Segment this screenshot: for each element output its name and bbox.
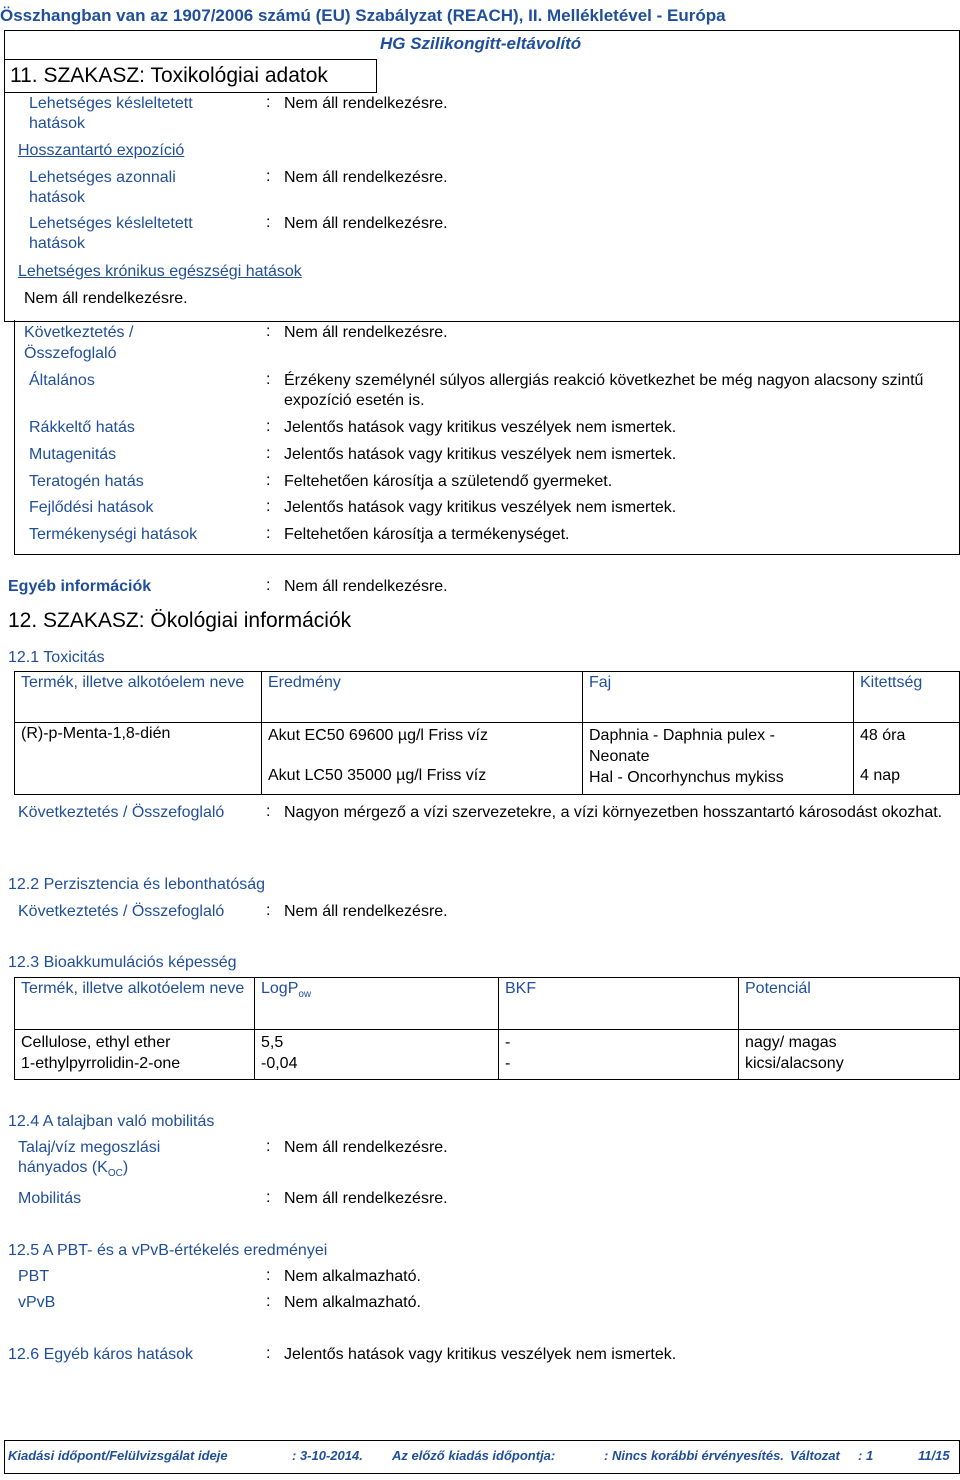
- tox-header-name: Termék, illetve alkotóelem neve: [15, 672, 262, 723]
- pbt-value: Nem alkalmazható.: [284, 1268, 421, 1285]
- bioacc-header-bcf: BKF: [499, 978, 739, 1030]
- tox-exposure-1: 48 óra: [860, 727, 906, 744]
- colon: :: [266, 445, 271, 462]
- conclusion-label-2: Összefoglaló: [24, 345, 117, 362]
- colon: :: [266, 577, 271, 594]
- vpvb-value: Nem alkalmazható.: [284, 1294, 421, 1311]
- carcino-value: Jelentős hatások vagy kritikus veszélyek nem ismertek.: [284, 419, 677, 436]
- colon: :: [266, 214, 271, 231]
- tox-species: [583, 723, 854, 795]
- section12-title: 12. SZAKASZ: Ökológiai információk: [8, 609, 352, 632]
- tox-header-species: Faj: [583, 672, 854, 723]
- develop-value: Jelentős hatások vagy kritikus veszélyek nem ismertek.: [284, 499, 677, 516]
- mutagen-label: Mutagenitás: [29, 446, 117, 463]
- section11-title: 11. SZAKASZ: Toxikológiai adatok: [10, 64, 328, 87]
- product-name: HG Szilikongitt-eltávolító: [380, 34, 582, 53]
- tox-header-result: Eredmény: [262, 672, 583, 723]
- immediate-label-2: hatások: [29, 189, 86, 206]
- mobility-value: Nem áll rendelkezésre.: [284, 1190, 448, 1207]
- immediate-label-1: Lehetséges azonnali: [29, 169, 176, 186]
- bioacc-logp-1: 5,5: [261, 1034, 284, 1051]
- mobility-heading: 12.4 A talajban való mobilitás: [8, 1113, 215, 1130]
- pbt-label: PBT: [18, 1268, 50, 1285]
- bioacc-header-potential: Potenciál: [739, 978, 960, 1030]
- bioacc-table: [14, 977, 960, 1080]
- tox-header-exposure: Kitettség: [854, 672, 960, 723]
- tox-substance: (R)-p-Menta-1,8-dién: [15, 723, 262, 795]
- colon: :: [266, 168, 271, 185]
- tox-results: [262, 723, 583, 795]
- terato-label: Teratogén hatás: [29, 473, 144, 490]
- conclusion-label-1: Következtetés /: [24, 324, 134, 341]
- tox-conclusion-label: Következtetés / Összefoglaló: [18, 804, 225, 821]
- bioacc-bcf-2: -: [505, 1055, 511, 1072]
- bioacc-header-logp: [255, 978, 499, 1030]
- tox-exposures: [854, 723, 960, 795]
- delayed2-label-1: Lehetséges késleltetett: [29, 215, 193, 232]
- colon: :: [266, 525, 271, 542]
- tox-conclusion-value: Nagyon mérgező a vízi szervezetekre, a vízi környezetben hosszantartó károsodást okozhat.: [284, 804, 943, 821]
- bioacc-heading: 12.3 Bioakkumulációs képesség: [8, 954, 237, 971]
- immediate-value: Nem áll rendelkezésre.: [284, 169, 448, 186]
- general-value: Érzékeny személynél súlyos allergiás reakció következhet be még nagyon alacsony szintű expozíció esetén is.: [284, 372, 924, 409]
- bioacc-name-2: 1-ethylpyrrolidin-2-one: [21, 1055, 181, 1072]
- delayed1-value: Nem áll rendelkezésre.: [284, 95, 448, 112]
- delayed1-label-2: hatások: [29, 115, 86, 132]
- footer-version-value: : 1: [858, 1448, 874, 1463]
- persist-label: Következtetés / Összefoglaló: [18, 903, 225, 920]
- partition-value: Nem áll rendelkezésre.: [284, 1139, 448, 1156]
- delayed2-label-2: hatások: [29, 235, 86, 252]
- bioacc-potentials: [739, 1030, 960, 1080]
- conclusion-value: Nem áll rendelkezésre.: [284, 324, 448, 341]
- longterm-heading: Hosszantartó expozíció: [18, 142, 185, 159]
- persist-heading: 12.2 Perzisztencia és lebonthatóság: [8, 876, 266, 893]
- bioacc-header-logp-sub: ow: [298, 989, 312, 1001]
- fertility-value: Feltehetően károsítja a termékenységet.: [284, 526, 570, 543]
- footer-version-label: Változat: [790, 1448, 840, 1463]
- other-info-label: Egyéb információk: [8, 578, 152, 595]
- chronic-value: Nem áll rendelkezésre.: [24, 290, 188, 307]
- footer-prev-value: : Nincs korábbi érvényesítés.: [604, 1448, 784, 1463]
- bioacc-names: [15, 1030, 255, 1080]
- tox-species-2: Hal - Oncorhynchus mykiss: [589, 769, 784, 786]
- colon: :: [266, 94, 271, 111]
- colon: :: [266, 323, 271, 340]
- footer-prev-label: Az előző kiadás időpontja:: [392, 1448, 556, 1463]
- mutagen-value: Jelentős hatások vagy kritikus veszélyek nem ismertek.: [284, 446, 677, 463]
- bioacc-bcfs: [499, 1030, 739, 1080]
- fertility-label: Termékenységi hatások: [29, 526, 198, 543]
- vpvb-label: vPvB: [18, 1294, 56, 1311]
- partition-label-sub: OC: [107, 1168, 123, 1180]
- partition-label-end: ): [122, 1159, 129, 1176]
- colon: :: [266, 1267, 271, 1284]
- terato-value: Feltehetően károsítja a születendő gyermeket.: [284, 473, 613, 490]
- tox-exposure-2: 4 nap: [860, 767, 901, 784]
- colon: :: [266, 371, 271, 388]
- other-effects-heading: 12.6 Egyéb káros hatások: [8, 1346, 194, 1363]
- regulation-header: Összhangban van az 1907/2006 számú (EU) Szabályzat (REACH), II. Mellékletével - Európa: [0, 6, 726, 25]
- bioacc-header-name: Termék, illetve alkotóelem neve: [15, 978, 255, 1030]
- carcino-label: Rákkeltő hatás: [29, 419, 135, 436]
- partition-label-text: hányados (K: [18, 1159, 108, 1176]
- tox-result-2: Akut LC50 35000 µg/l Friss víz: [268, 767, 487, 784]
- bioacc-bcf-1: -: [505, 1034, 511, 1051]
- tox-result-1: Akut EC50 69600 µg/l Friss víz: [268, 727, 488, 744]
- toxicity-table: [14, 671, 960, 795]
- colon: :: [266, 902, 271, 919]
- colon: :: [266, 498, 271, 515]
- tox-species-1: Daphnia - Daphnia pulex - Neonate: [589, 727, 775, 765]
- delayed2-value: Nem áll rendelkezésre.: [284, 215, 448, 232]
- develop-label: Fejlődési hatások: [29, 499, 154, 516]
- colon: :: [266, 1345, 271, 1362]
- other-info-value: Nem áll rendelkezésre.: [284, 578, 448, 595]
- footer-issue-label: Kiadási időpont/Felülvizsgálat ideje: [8, 1448, 228, 1463]
- bioacc-header-logp-text: LogP: [261, 980, 299, 997]
- bioacc-name-1: Cellulose, ethyl ether: [21, 1034, 171, 1051]
- colon: :: [266, 472, 271, 489]
- footer-page-number: 11/15: [918, 1448, 950, 1463]
- chronic-heading: Lehetséges krónikus egészségi hatások: [18, 263, 302, 280]
- general-label: Általános: [29, 372, 95, 389]
- delayed1-label-1: Lehetséges késleltetett: [29, 95, 193, 112]
- tox-heading: 12.1 Toxicitás: [8, 649, 105, 666]
- colon: :: [266, 418, 271, 435]
- persist-value: Nem áll rendelkezésre.: [284, 903, 448, 920]
- partition-label-2: [18, 1158, 128, 1184]
- colon: :: [266, 1293, 271, 1310]
- other-effects-value: Jelentős hatások vagy kritikus veszélyek nem ismertek.: [284, 1346, 677, 1363]
- footer-issue-value: : 3-10-2014.: [292, 1448, 363, 1463]
- bioacc-logps: [255, 1030, 499, 1080]
- partition-label-1: Talaj/víz megoszlási: [18, 1139, 161, 1156]
- pbt-heading: 12.5 A PBT- és a vPvB-értékelés eredményei: [8, 1242, 328, 1259]
- colon: :: [266, 1138, 271, 1155]
- mobility-label: Mobilitás: [18, 1190, 82, 1207]
- bioacc-logp-2: -0,04: [261, 1055, 298, 1072]
- colon: :: [266, 803, 271, 820]
- bioacc-pot-1: nagy/ magas: [745, 1034, 837, 1051]
- bioacc-pot-2: kicsi/alacsony: [745, 1055, 844, 1072]
- colon: :: [266, 1189, 271, 1206]
